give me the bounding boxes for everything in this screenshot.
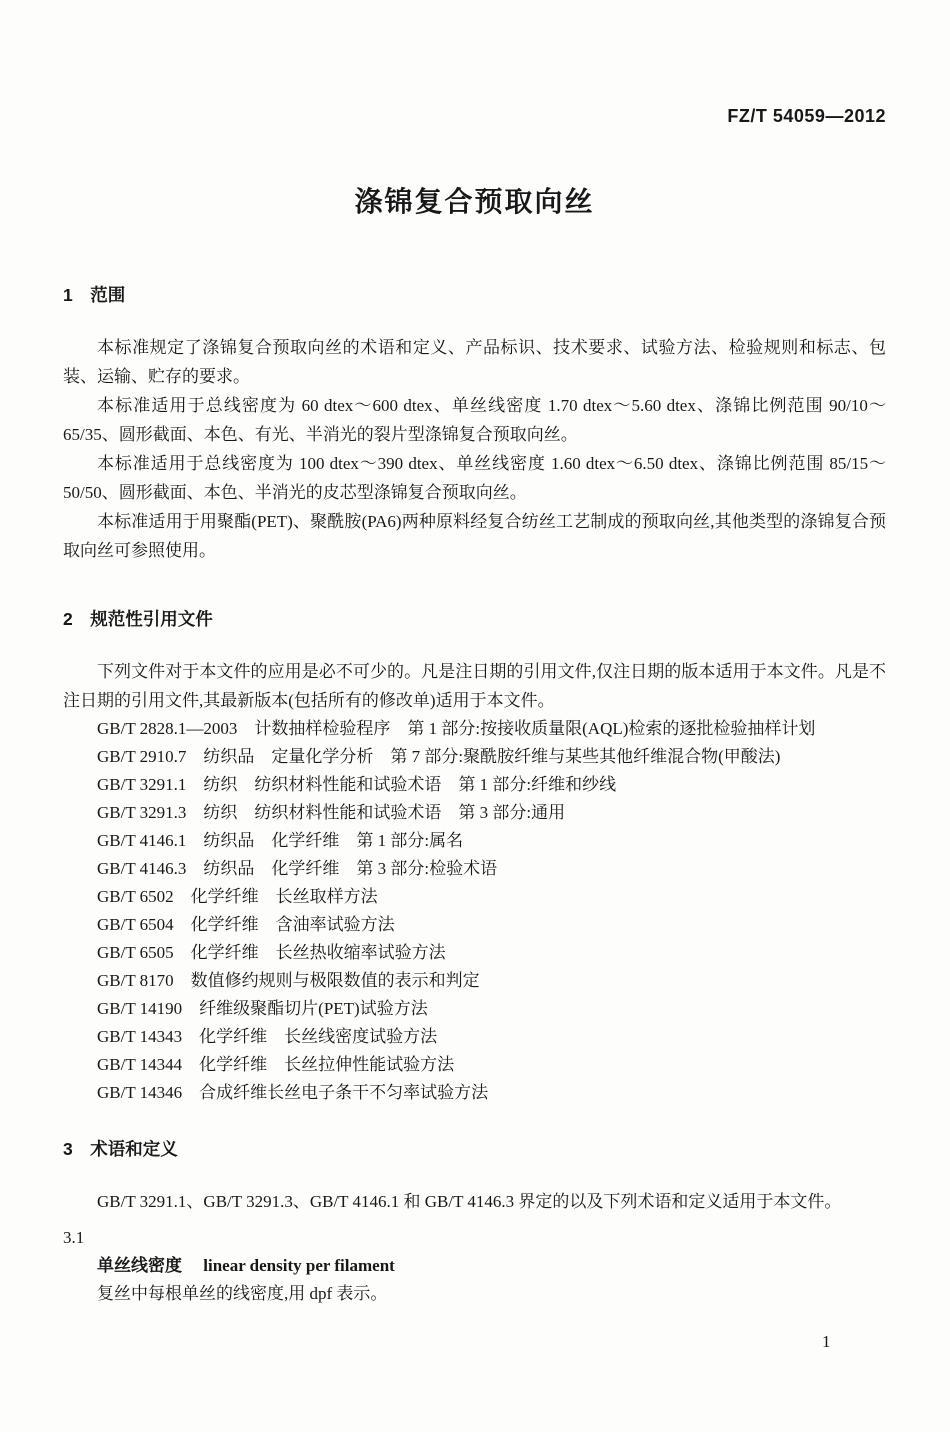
document-title: 涤锦复合预取向丝 xyxy=(354,186,595,217)
reference-item: GB/T 2910.7 纺织品 定量化学分析 第 7 部分:聚酰胺纤维与某些其他纤维混合物(甲酸法) xyxy=(97,747,781,766)
section-normative-references xyxy=(63,607,886,1107)
section-1-heading: 1 范围 xyxy=(63,285,126,305)
reference-item: GB/T 14190 纤维级聚酯切片(PET)试验方法 xyxy=(97,999,428,1018)
term-chinese: 单丝线密度 xyxy=(97,1256,182,1275)
term-definition: 复丝中每根单丝的线密度,用 dpf 表示。 xyxy=(97,1284,388,1303)
reference-item: GB/T 6504 化学纤维 含油率试验方法 xyxy=(97,915,395,934)
reference-item: GB/T 14346 合成纤维长丝电子条干不匀率试验方法 xyxy=(97,1083,489,1102)
reference-item: GB/T 14343 化学纤维 长丝线密度试验方法 xyxy=(97,1027,438,1046)
references-intro: 下列文件对于本文件的应用是必不可少的。凡是注日期的引用文件,仅注日期的版本适用于本文件。凡是不注日期的引用文件,其最新版本(包括所有的修改单)适用于本文件。 xyxy=(63,662,886,710)
document-header xyxy=(63,105,886,129)
scope-paragraph-3: 本标准适用于总线密度为 100 dtex～390 dtex、单丝线密度 1.60 dtex～6.50 dtex、涤锦比例范围 85/15～50/50、圆形截面、本色、半消光的皮芯型涤锦复合预取向丝。 xyxy=(63,454,886,502)
reference-item: GB/T 2828.1—2003 计数抽样检验程序 第 1 部分:按接收质量限(AQL)检索的逐批检验抽样计划 xyxy=(97,719,816,738)
terms-intro: GB/T 3291.1、GB/T 3291.3、GB/T 4146.1 和 GB/T 4146.3 界定的以及下列术语和定义适用于本文件。 xyxy=(97,1192,842,1211)
reference-item: GB/T 4146.1 纺织品 化学纤维 第 1 部分:属名 xyxy=(97,831,464,850)
section-scope xyxy=(63,283,886,565)
section-terms-definitions xyxy=(63,1137,886,1308)
section-2-heading: 2 规范性引用文件 xyxy=(63,609,213,629)
scope-paragraph-4: 本标准适用于用聚酯(PET)、聚酰胺(PA6)两种原料经复合纺丝工艺制成的预取向丝,其他类型的涤锦复合预取向丝可参照使用。 xyxy=(63,512,886,560)
reference-item: GB/T 6502 化学纤维 长丝取样方法 xyxy=(97,887,378,906)
scope-paragraph-2: 本标准适用于总线密度为 60 dtex～600 dtex、单丝线密度 1.70 dtex～5.60 dtex、涤锦比例范围 90/10～65/35、圆形截面、本色、有光、半消光的裂片型涤锦复合预取向丝。 xyxy=(63,396,886,444)
reference-item: GB/T 6505 化学纤维 长丝热收缩率试验方法 xyxy=(97,943,446,962)
page-number: 1 xyxy=(822,1332,831,1351)
term-english: linear density per filament xyxy=(203,1256,395,1275)
clause-number: 3.1 xyxy=(63,1228,85,1247)
standard-number: FZ/T 54059—2012 xyxy=(727,106,886,126)
reference-item: GB/T 3291.1 纺织 纺织材料性能和试验术语 第 1 部分:纤维和纱线 xyxy=(97,775,617,794)
section-3-heading: 3 术语和定义 xyxy=(63,1139,178,1159)
reference-item: GB/T 4146.3 纺织品 化学纤维 第 3 部分:检验术语 xyxy=(97,859,498,878)
reference-item: GB/T 3291.3 纺织 纺织材料性能和试验术语 第 3 部分:通用 xyxy=(97,803,566,822)
scope-paragraph-1: 本标准规定了涤锦复合预取向丝的术语和定义、产品标识、技术要求、试验方法、检验规则和标志、包装、运输、贮存的要求。 xyxy=(63,338,886,386)
term-entry xyxy=(63,1252,886,1280)
reference-item: GB/T 14344 化学纤维 长丝拉伸性能试验方法 xyxy=(97,1055,455,1074)
reference-item: GB/T 8170 数值修约规则与极限数值的表示和判定 xyxy=(97,971,480,990)
